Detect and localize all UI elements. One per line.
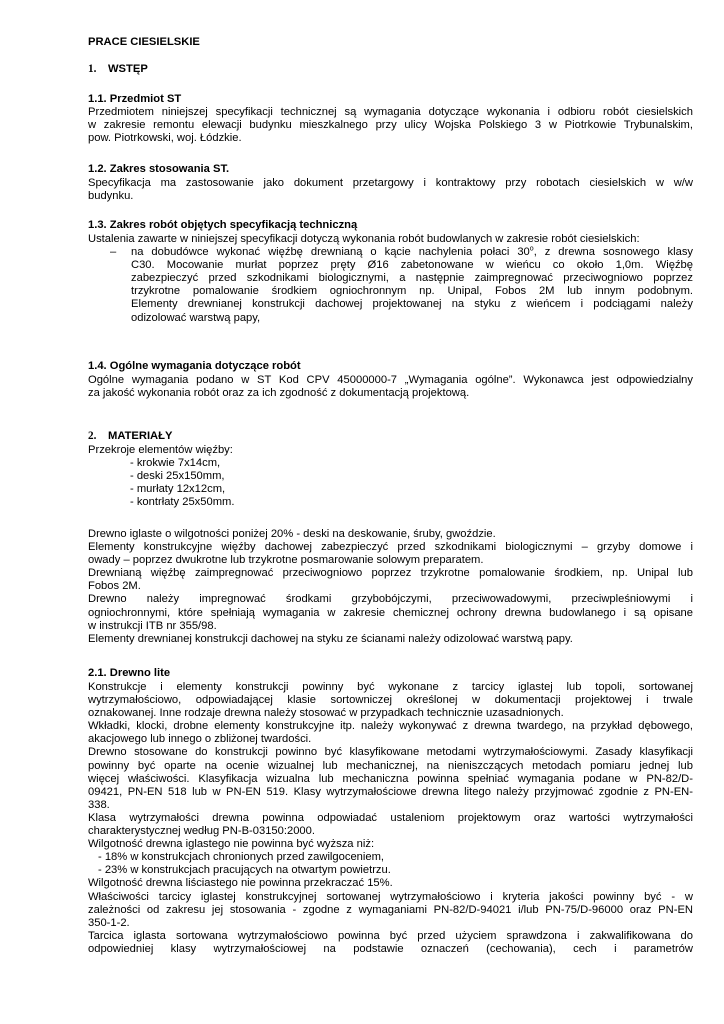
body-line: Elementy drewnianej konstrukcji dachowej projektowanej na styku z wieńcem i podciągami należy — [131, 298, 693, 311]
section-1-heading — [88, 63, 693, 76]
body-line: 350-1-2. — [88, 916, 130, 929]
body-line: Konstrukcje i elementy konstrukcji powinny być wykonane z tarcicy iglastej lub topoli, sortowanej — [88, 681, 693, 693]
body-line: Drewno stosowane do konstrukcji powinno być klasyfikowane metodami wytrzymałościowymi. Zasady klasyfikacji — [88, 746, 693, 759]
section-1-title: WSTĘP — [108, 63, 148, 75]
body-line: Ogólne wymagania podano w ST Kod CPV 45000000-7 „Wymagania ogólne”. Wykonawca jest odpowiedzialny — [88, 374, 693, 386]
body-line: akacjowego lub innego o zbliżonej twardości. — [88, 733, 312, 746]
body-line: ogniochronnymi, które spełniają wymagania w zakresie chemicznej ochrony drewna budowlanego i są opisane — [88, 606, 693, 619]
body-line: charakterystycznej według PN-B-03150:2000. — [88, 825, 315, 838]
body-line: Przekroje elementów więźby: — [88, 444, 233, 456]
section-1-2-body — [88, 177, 693, 203]
body-line: Klasa wytrzymałości drewna powinna odpowiadać ustaleniom projektowym oraz wartości wytrzymałości — [88, 811, 693, 824]
section-2-1-heading: 2.1. Drewno lite — [88, 667, 171, 679]
section-1-3-heading: 1.3. Zakres robót objętych specyfikacją techniczną — [88, 219, 358, 231]
body-line: 09421, PN-EN 518 lub w PN-EN 519. Klasy wytrzymałościowe drewna litego należy przyjmować zgodnie z PN-EN- — [88, 785, 693, 798]
body-line: Fobos 2M. — [88, 580, 141, 593]
section-2-body — [88, 528, 693, 646]
dash-list-item — [88, 246, 693, 325]
body-line: Drewno iglaste o wilgotności poniżej 20% - deski na deskowanie, śruby, gwoździe. — [88, 528, 496, 540]
document-title: PRACE CIESIELSKIE — [88, 36, 200, 48]
body-line: Tarcica iglasta sortowana wytrzymałościowo powinna być przed użyciem sprawdzona i zakwalifikowana do — [88, 929, 693, 942]
body-line: Specyfikacja ma zastosowanie jako dokument przetargowy i kontraktowy przy robotach ciesielskich w w/w — [88, 177, 693, 189]
list-item: - krokwie 7x14cm, — [130, 457, 221, 470]
section-2-intro — [88, 444, 693, 509]
cross-section-list — [88, 457, 693, 509]
section-1-number: 1. — [88, 63, 97, 75]
body-line: trzykrotne pomalowanie środkiem ogniochronnym np. Unipal, Fobos 2M lub innym podobnym. — [131, 285, 693, 298]
section-2-heading — [88, 430, 693, 443]
list-item: - murłaty 12x12cm, — [130, 483, 226, 496]
body-line: Ustalenia zawarte w niniejszej specyfikacji dotyczą wykonania robót budowlanych w zakresie robót ciesielskich: — [88, 233, 640, 245]
body-line: odpowiedniej klasy wytrzymałościowej na podstawie oznaczeń (cechowania), cech i parametrów — [88, 942, 693, 955]
body-line: powinny być oparte na ocenie wizualnej lub mechanicznej, na nieniszczących metodach pomiaru jednej lub — [88, 759, 693, 772]
list-item: - 18% w konstrukcjach chronionych przed zawilgoceniem, — [98, 851, 385, 864]
body-line: Przedmiotem niniejszej specyfikacji technicznej są wymagania dotyczące wykonania i odbioru robót ciesielskich — [88, 106, 693, 118]
section-2-number: 2. — [88, 430, 97, 442]
body-line: 338. — [88, 798, 110, 811]
body-line: pow. Piotrkowski, woj. Łódzkie. — [88, 132, 242, 145]
section-2-1-body — [88, 681, 693, 956]
body-line: Wilgotność drewna liściastego nie powinna przekraczać 15%. — [88, 877, 393, 890]
section-1-2-heading: 1.2. Zakres stosowania ST. — [88, 163, 230, 175]
list-item: - deski 25x150mm, — [130, 470, 225, 483]
section-1-1-body — [88, 106, 693, 145]
section-2-title: MATERIAŁY — [108, 430, 173, 442]
body-line: owady – poprzez dwukrotne lub trzykrotne posmarowanie solowym preparatem. — [88, 554, 484, 567]
body-line: Właściwości tarcicy iglastej konstrukcyjnej sortowanej wytrzymałościowo i kryteria jakości powinny być - w — [88, 890, 693, 903]
body-line: wytrzymałościowo, odpowiadającej klasie sortowniczej określonej w dokumentacji projektowej i trwale — [88, 694, 693, 707]
section-1-4-body — [88, 374, 693, 400]
body-line: w zakresie remontu elewacji budynku mieszkalnego przy ulicy Wojska Polskiego 3 w Piotrkowie Trybunalskim, — [88, 119, 693, 132]
body-line: za jakość wykonania robót oraz za ich zgodność z dokumentacją projektową. — [88, 387, 470, 400]
text-part: na dobudówce wykonać więźbę drewnianą o kącie nachylenia połaci 30 — [131, 246, 530, 259]
body-line: oznakowanej. Inne rodzaje drewna należy stosować w przypadkach technicznie uzasadnionych. — [88, 707, 564, 720]
body-line: Wkładki, klocki, drobne elementy konstrukcyjne itp. należy wykonywać z drewna twardego, na przykład dębowego, — [88, 720, 693, 733]
body-line: Elementy drewnianej konstrukcji dachowej na styku ze ścianami należy odizolować warstwą papy. — [88, 632, 573, 645]
body-line: Drewno należy impregnować środkami grzybobójczymi, przeciwowadowymi, przeciwpleśniowymi i — [88, 593, 693, 606]
body-line: w instrukcji ITB nr 355/98. — [88, 619, 217, 632]
section-1-1-heading: 1.1. Przedmiot ST — [88, 93, 182, 105]
list-item: - kontrłaty 25x50mm. — [130, 496, 235, 509]
body-line: Wilgotność drewna iglastego nie powinna być wyższa niż: — [88, 838, 375, 851]
body-line: C30. Mocowanie murłat poprzez pręty Ø16 zabetonowane w wieńcu co około 1,0m. Więźbę — [131, 259, 693, 272]
section-1-4-heading: 1.4. Ogólne wymagania dotyczące robót — [88, 360, 301, 372]
body-line: na dobudówce wykonać więźbę drewnianą o kącie nachylenia połaci 30$^o$, z drewna sosnowego klasy — [131, 245, 694, 259]
body-line: budynku. — [88, 190, 134, 203]
list-item: - 23% w konstrukcjach pracujących na otwartym powietrzu. — [98, 864, 391, 877]
body-line: Elementy konstrukcyjne więźby dachowej zabezpieczyć przed szkodnikami biologicznymi – grzyby domowe i — [88, 541, 693, 554]
body-line: więcej właściwości. Klasyfikacja wizualna lub mechaniczna powinna spełniać wymagania podane w PN-82/D- — [88, 772, 693, 785]
body-line: odizolować warstwą papy, — [131, 311, 261, 324]
dash-bullet: – — [110, 246, 117, 259]
body-line: zabezpieczyć przed szkodnikami biologicznymi, a następnie zaimpregnować przeciwogniowo poprzez — [131, 272, 693, 285]
section-1-3-body — [88, 233, 693, 325]
body-line: Drewnianą więźbę zaimpregnować przeciwogniowo poprzez trzykrotne pomalowanie środkiem, np. Unipal lub — [88, 567, 693, 580]
body-line: zależności od zakresu jej stosowania - zgodne z wymaganiami PN-82/D-94021 i/lub PN-75/D-96000 oraz PN-EN — [88, 903, 693, 916]
text-part: , z drewna sosnowego klasy — [533, 246, 694, 259]
